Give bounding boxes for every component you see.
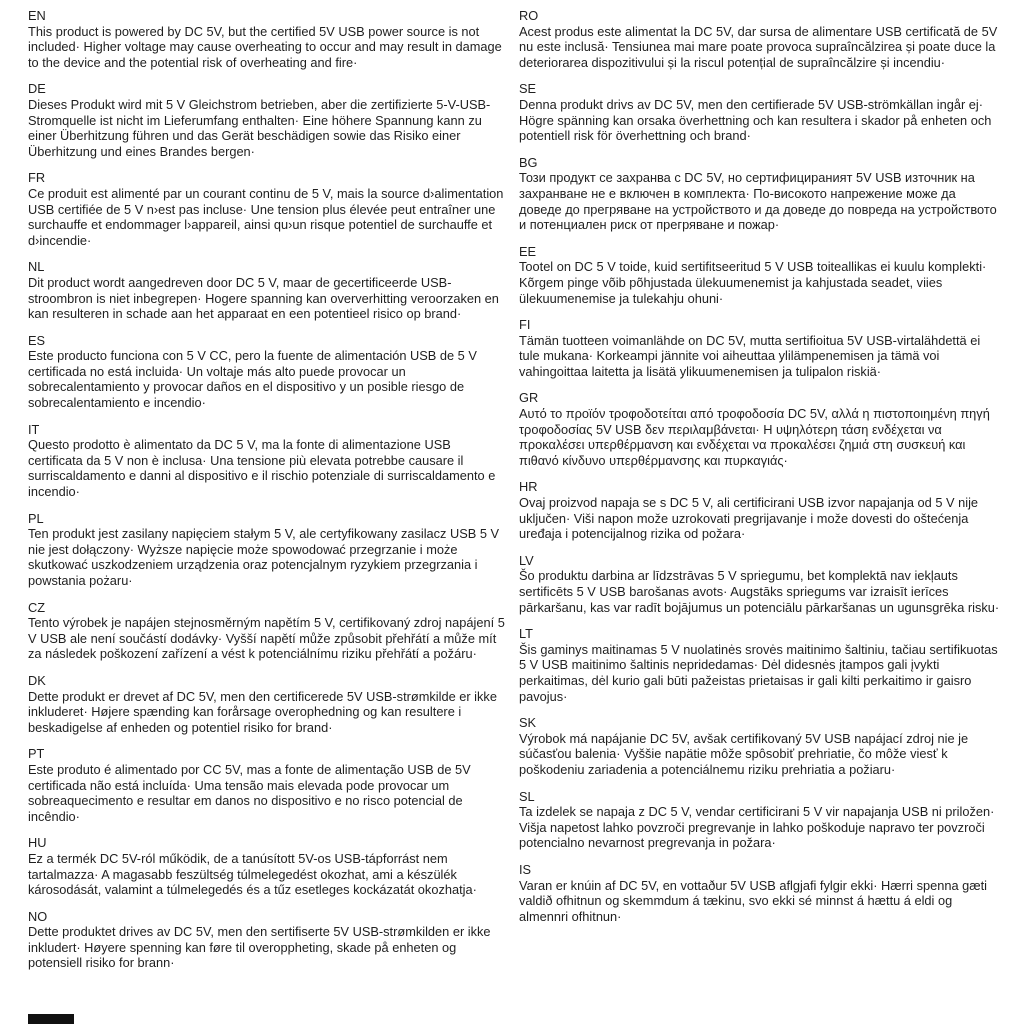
- language-text-ee: Tootel on DC 5 V toide, kuid sertifitseeritud 5 V USB toiteallikas ei kuulu komplekti· Kõrgem pinge võib põhjustada ülekuumenemist ja kahjustada seadet, viies ülekuumenemise ja tulekahju ohuni·: [519, 259, 987, 306]
- language-code-no: NO: [28, 908, 48, 924]
- language-text-de: Dieses Produkt wird mit 5 V Gleichstrom betrieben, aber die zertifizierte 5-V-USB-Stromquelle ist nicht im Lieferumfang enthalten· Eine höhere Spannung kann zu einer Überhitzung führen und das Gerät beschädigen sowie das Risiko einer Überhitzung und eines Brandes bergen·: [28, 96, 491, 159]
- language-text-hr: Ovaj proizvod napaja se s DC 5 V, ali certificirani USB izvor napajanja od 5 V nije uključen· Viši napon može uzrokovati pregrijavanje i može dovesti do oštećenja uređaja i potencijalnog rizika od požara·: [519, 495, 979, 542]
- language-block-de: [28, 81, 509, 159]
- language-block-fr: [28, 170, 509, 248]
- language-code-es: ES: [28, 332, 46, 348]
- language-text-lv: Šo produktu darbina ar līdzstrāvas 5 V spriegumu, bet komplektā nav iekļauts sertificēts 5 V USB barošanas avots· Augstāks spriegums var izraisīt ierīces pārkaršanu, kas var radīt bojājumus un potenciālu pārkaršanas un ugunsgrēka risku·: [519, 568, 1000, 615]
- language-code-pl: PL: [28, 510, 44, 526]
- language-code-ro: RO: [519, 8, 539, 23]
- language-text-dk: Dette produkt er drevet af DC 5V, men den certificerede 5V USB-strømkilde er ikke inkluderet· Højere spænding kan forårsage overophedning og kan resultere i beskadigelse af enheden og potentiel risiko for brand·: [28, 688, 497, 735]
- language-block-sk: [519, 715, 1000, 777]
- language-text-cz: Tento výrobek je napájen stejnosměrným napětím 5 V, certifikovaný zdroj napájení 5 V USB ale není součástí dodávky· Vyšší napětí může způsobit přehřátí a může mít za následek poškození zařízení a vést k potenciálnímu riziku přehřátí a požáru·: [28, 615, 505, 662]
- language-code-lv: LV: [519, 552, 534, 568]
- language-text-pt: Este produto é alimentado por CC 5V, mas a fonte de alimentação USB de 5V certificada não está incluída· Uma tensão mais elevada pode provocar um sobreaquecimento e resultar em danos no dispositivo e no risco potencial de incêndio·: [28, 761, 471, 824]
- language-text-sk: Výrobok má napájanie DC 5V, avšak certifikovaný 5V USB napájací zdroj nie je súčasťou balenia· Vyššie napätie môže spôsobiť prehriatie, čo môže viesť k poškodeniu zariadenia a potenciálnemu riziku prehriatia a požiaru·: [519, 730, 969, 777]
- language-code-dk: DK: [28, 672, 46, 688]
- language-code-fr: FR: [28, 170, 46, 186]
- language-text-fi: Tämän tuotteen voimanlähde on DC 5V, mutta sertifioitua 5V USB-virtalähdettä ei tule mukana· Korkeampi jännite voi aiheuttaa ylilämpenemisen ja tämä voi vahingoittaa laitetta ja lisätä ylikuumenemisen ja tulipalon riskiä·: [519, 332, 981, 379]
- language-text-lt: Šis gaminys maitinamas 5 V nuolatinės srovės maitinimo šaltiniu, tačiau sertifikuotas 5 V USB maitinimo šaltinis nepridedamas· Dėl didesnės įtampos gali įvykti perkaitimas, dėl kurio gali būti pažeistas prietaisas ir gali kilti perkaitimo ir gaisro pavojus·: [519, 641, 998, 704]
- language-block-sl: [519, 789, 1000, 851]
- language-code-lt: LT: [519, 626, 533, 642]
- language-text-bg: Този продукт се захранва с DC 5V, но сертифицираният 5V USB източник на захранване не е включен в комплекта· По-високото напрежение може да доведе до прегряване на устройството и да доведе до повреда на устройството и потенциален риск от прегряване и пожар·: [519, 170, 997, 233]
- language-code-pt: PT: [28, 746, 45, 762]
- language-text-is: Varan er knúin af DC 5V, en vottaður 5V USB aflgjafi fylgir ekki· Hærri spenna gæti valdið ofhitnun og skemmdum á tækinu, svo ekki sé minnst á hættu á eldi og almennri ofhitnun·: [519, 877, 988, 924]
- language-code-ee: EE: [519, 243, 537, 259]
- language-block-en: [28, 8, 509, 70]
- language-block-dk: [28, 673, 509, 735]
- language-block-fi: [519, 317, 1000, 379]
- language-code-hu: HU: [28, 835, 47, 851]
- language-code-gr: GR: [519, 390, 539, 406]
- language-code-it: IT: [28, 421, 40, 437]
- language-text-pl: Ten produkt jest zasilany napięciem stałym 5 V, ale certyfikowany zasilacz USB 5 V nie jest dołączony· Wyższe napięcie może spowodować przegrzanie i może skutkować uszkodzeniem urządzenia oraz potencjalnym ryzykiem przegrzania i powstania pożaru·: [28, 526, 500, 588]
- language-text-it: Questo prodotto è alimentato da DC 5 V, ma la fonte di alimentazione USB certificata da 5 V non è inclusa· Una tensione più elevata potrebbe causare il surriscaldamento e danni al dispositivo e il rischio potenziale di surriscaldamento e incendio·: [28, 437, 496, 500]
- language-code-se: SE: [519, 81, 537, 97]
- language-block-hr: [519, 479, 1000, 541]
- language-code-fi: FI: [519, 317, 531, 333]
- language-code-sl: SL: [519, 788, 535, 804]
- language-block-cz: [28, 600, 509, 662]
- language-block-nl: [28, 259, 509, 321]
- language-code-cz: CZ: [28, 599, 46, 615]
- language-block-ro: [519, 8, 1000, 70]
- language-text-no: Dette produktet drives av DC 5V, men den sertifiserte 5V USB-strømkilden er ikke inkludert· Høyere spenning kan føre til overoppheting, skade på enheten og potensiell risiko for brann·: [28, 924, 491, 971]
- language-code-en: EN: [28, 8, 46, 23]
- language-code-hr: HR: [519, 479, 538, 495]
- language-text-hu: Ez a termék DC 5V-ról működik, de a tanúsított 5V-os USB-tápforrást nem tartalmazza· A magasabb feszültség túlmelegedést okozhat, ami a készülék károsodását, valamint a túlmelegedés és a tűz esetleges kockázatát okozhatja·: [28, 850, 477, 898]
- language-block-pt: [28, 746, 509, 824]
- language-block-is: [519, 862, 1000, 924]
- language-text-ro: Acest produs este alimentat la DC 5V, dar sursa de alimentare USB certificată de 5V nu este inclusă· Tensiunea mai mare poate provoca supraîncălzirea și poate duce la deteriorarea dispozitivului și la riscul potențial de supraîncălzire și incendiu·: [519, 23, 998, 70]
- language-text-sl: Ta izdelek se napaja z DC 5 V, vendar certificirani 5 V vir napajanja USB ni priložen· Višja napetost lahko povzroči pregrevanje in lahko poškoduje napravo ter povzroči potencialno nevarnost pregrevanja in požara·: [519, 804, 995, 851]
- language-block-it: [28, 422, 509, 500]
- language-text-fr: Ce produit est alimenté par un courant continu de 5 V, mais la source d›alimentation USB certifiée de 5 V n›est pas incluse· Une tension plus élevée peut entraîner une surchauffe et endommager l›appareil, ainsi qu›un risque potentiel de surchauffe et d›incendie·: [28, 185, 504, 248]
- language-block-lt: [519, 626, 1000, 704]
- language-block-ee: [519, 244, 1000, 306]
- language-text-en: This product is powered by DC 5V, but the certified 5V USB power source is not included· Higher voltage may cause overheating to occur and may result in damage to the device and the potential risk of overheating and fire·: [28, 23, 502, 70]
- language-block-gr: [519, 390, 1000, 468]
- language-block-pl: [28, 511, 509, 589]
- language-text-nl: Dit product wordt aangedreven door DC 5 V, maar de gecertificeerde USB-stroombron is niet inbegrepen· Hogere spanning kan oververhitting veroorzaken en kan resulteren in schade aan het apparaat en een potentieel risico op brand·: [28, 274, 499, 322]
- language-code-sk: SK: [519, 715, 537, 731]
- language-block-hu: [28, 835, 509, 897]
- language-code-bg: BG: [519, 154, 538, 170]
- language-text-es: Este producto funciona con 5 V CC, pero la fuente de alimentación USB de 5 V certificada no está incluida· Un voltaje más alto puede provocar un sobrecalentamiento y provocar daños en el dispositivo y un posible riesgo de sobrecalentamiento e incendio·: [28, 348, 477, 411]
- language-block-no: [28, 909, 509, 971]
- language-code-nl: NL: [28, 259, 45, 275]
- language-block-se: [519, 81, 1000, 143]
- language-block-es: [28, 333, 509, 411]
- language-block-lv: [519, 553, 1000, 615]
- language-code-de: DE: [28, 81, 46, 97]
- language-text-gr: Αυτό το προϊόν τροφοδοτείται από τροφοδοσία DC 5V, αλλά η πιστοποιημένη πηγή τροφοδοσίας 5V USB δεν περιλαμβάνεται· Η υψηλότερη τάση ενδέχεται να προκαλέσει υπερθέρμανση και ενδέχεται να προκαλέσει ζημιά στη συσκευή και πιθανό κίνδυνο υπερθέρμανσης και πυρκαγιάς·: [519, 406, 990, 468]
- right-column: [519, 8, 1000, 982]
- language-block-bg: [519, 155, 1000, 233]
- footer-bar: [28, 1014, 74, 1024]
- language-text-se: Denna produkt drivs av DC 5V, men den certifierade 5V USB-strömkällan ingår ej· Högre spänning kan orsaka överhettning och kan resultera i skador på enheten och potentiell risk för överhettning och brand·: [519, 96, 992, 144]
- left-column: [28, 8, 509, 982]
- language-code-is: IS: [519, 861, 532, 877]
